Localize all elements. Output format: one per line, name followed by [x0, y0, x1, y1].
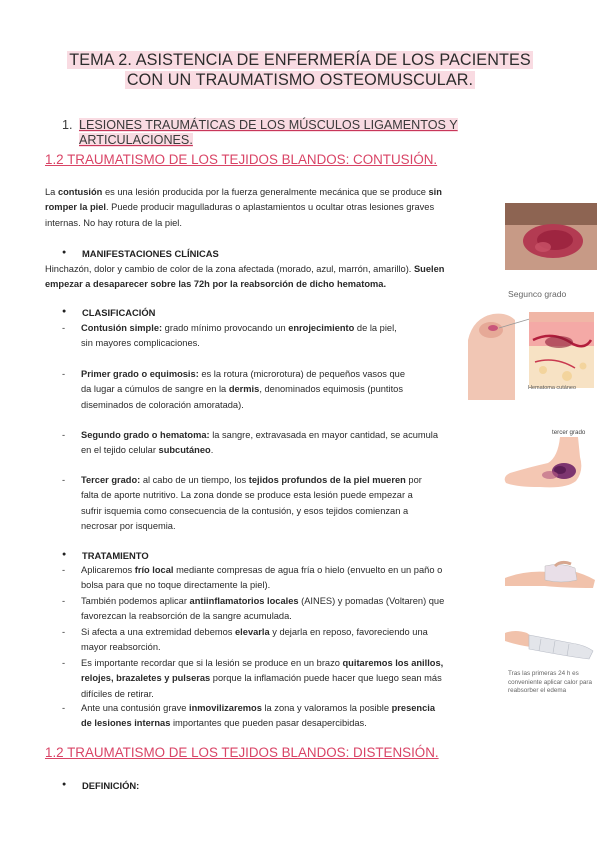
- clasificacion-heading: ● CLASIFICACIÓN: [62, 307, 155, 318]
- foot-bruise-illustration: [500, 437, 597, 494]
- cold-compress-illustration: [505, 560, 597, 594]
- primer-grado-item: - Primer grado o equimosis: es la rotura (microrotura) de pequeños vasos que da lugar a cúmulos de sangre en la dermis, denominados equimosis (puntitos diseminados de coloración amoratada).: [62, 369, 405, 410]
- segundo-grado-label: Segunco grado: [508, 289, 567, 299]
- subsection-distension-heading: 1.2 TRAUMATISMO DE LOS TEJIDOS BLANDOS: DISTENSIÓN.: [45, 745, 439, 760]
- manifestaciones-paragraph: Hinchazón, dolor y cambio de color de la zona afectada (morado, azul, marrón, amarillo). Suelen empezar a desaparecer sobre las 72h por la reabsorción de dicho hematoma.: [45, 264, 445, 290]
- tratamiento-item-frio: - Aplicaremos frío local mediante compresas de agua fría o hielo (envuelto en un paño o bolsa para que no toque directamente la piel).: [62, 565, 443, 591]
- tratamiento-item-anillos: - Es importante recordar que si la lesión se produce en un brazo quitaremos los anillos, relojes, brazaletes y pulseras porque la inflamación puede hacer que luego sean más difíciles de retirar.: [62, 658, 444, 699]
- tercer-grado-label: tercer grado: [552, 429, 586, 436]
- section-1-line-1: LESIONES TRAUMÁTICAS DE LOS MÚSCULOS LIGAMENTOS Y: [79, 118, 458, 132]
- intro-paragraph: La contusión es una lesión producida por la fuerza generalmente mecánica que se produce sin romper la piel. Puede producir magulladuras o aplastamientos u ocultar otras lesiones graves internas. No hay rotura de la piel.: [45, 187, 442, 228]
- bruise-photo: [505, 203, 597, 270]
- manifestaciones-heading: ● MANIFESTACIONES CLÍNICAS: [62, 248, 219, 259]
- tercer-grado-item: - Tercer grado: al cabo de un tiempo, los tejidos profundos de la piel mueren por falta de aporte nutritivo. La zona donde se produce esta lesión puede empezar a sufrir isquemia como consecuencia de la contusión, y esos tejidos comienzan a necrosar por isquemia.: [62, 475, 422, 532]
- tratamiento-heading: ● TRATAMIENTO: [62, 550, 149, 561]
- subsection-contusion-heading: 1.2 TRAUMATISMO DE LOS TEJIDOS BLANDOS: CONTUSIÓN.: [45, 152, 438, 167]
- tratamiento-item-elevar: - Si afecta a una extremidad debemos elevarla y dejarla en reposo, favoreciendo una mayor reabsorción.: [62, 627, 428, 653]
- skin-diagram-caption: Hematoma cutáneo: [528, 385, 576, 391]
- tratamiento-item-antiinflamatorios: - También podemos aplicar antiinflamatorios locales (AINES) y pomadas (Voltaren) que favorezcan la reabsorción de la sangre acumulada.: [62, 596, 445, 622]
- segundo-grado-item: - Segundo grado o hematoma: la sangre, extravasada en mayor cantidad, se acumula en el tejido celular subcutáneo.: [62, 430, 439, 456]
- section-1-heading: [62, 118, 532, 148]
- document-title: [55, 50, 545, 90]
- definicion-heading: ● DEFINICIÓN:: [62, 780, 139, 791]
- heat-caption: Tras las primeras 24 h es conveniente aplicar calor para reabsorber el edema: [508, 670, 593, 695]
- section-1-number: 1.: [62, 118, 73, 132]
- section-1-line-2: ARTICULACIONES.: [79, 133, 193, 147]
- contusion-simple-item: - Contusión simple: grado mínimo provocando un enrojecimiento de la piel, sin mayores complicaciones.: [62, 323, 397, 349]
- arm-bandage-illustration: [505, 625, 597, 663]
- title-line-2: CON UN TRAUMATISMO OSTEOMUSCULAR.: [126, 71, 474, 89]
- tratamiento-item-inmovilizar: - Ante una contusión grave inmovilizaremos la zona y valoramos la posible presencia de lesiones internas importantes que pueden pasar desapercibidas.: [62, 703, 436, 729]
- title-line-1: TEMA 2. ASISTENCIA DE ENFERMERÍA DE LOS PACIENTES: [69, 51, 531, 69]
